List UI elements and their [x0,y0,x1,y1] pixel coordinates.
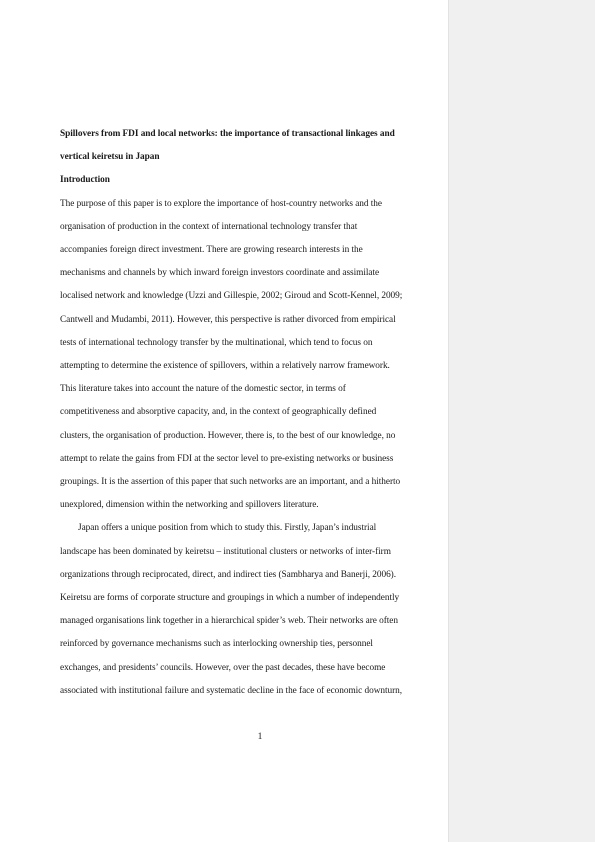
paragraph-2-line: Japan offers a unique position from which to study this. Firstly, Japan’s industrial [78,523,377,534]
paragraph-2-line: reinforced by governance mechanisms such as interlocking ownership ties, personnel [60,639,373,650]
paragraph-1-line: localised network and knowledge (Uzzi and Gillespie, 2002; Giroud and Scott-Kennel, 2009; [60,291,403,302]
paragraph-2-line: associated with institutional failure and systematic decline in the face of economic downturn, [60,685,403,696]
paper-title-line-2: vertical keiretsu in Japan [60,152,160,163]
paragraph-1-line: accompanies foreign direct investment. There are growing research interests in the [60,245,363,256]
paragraph-1-line: organisation of production in the context of international technology transfer that [60,221,358,232]
document-body [60,123,444,703]
paper-title-line-1: Spillovers from FDI and local networks: the importance of transactional linkages and [60,129,395,139]
paragraph-2-line: Keiretsu are forms of corporate structure and groupings in which a number of independently [60,593,400,604]
paragraph-2-line: managed organisations link together in a hierarchical spider’s web. Their networks are often [60,616,398,627]
paragraph-1-line: attempt to relate the gains from FDI at the sector level to pre-existing networks or business [60,453,394,464]
paragraph-2 [60,517,444,703]
paragraph-1-line: tests of international technology transfer by the multinational, which tend to focus on [60,337,373,348]
paragraph-1-line: clusters, the organisation of production. However, there is, to the best of our knowledge, no [60,430,396,441]
page-number: 1 [257,732,263,742]
paragraph-1-line: attempting to determine the existence of spillovers, within a relatively narrow framework. [60,361,390,372]
paragraph-2-line: landscape has been dominated by keiretsu – institutional clusters or networks of inter-firm [60,546,391,557]
section-heading-introduction: Introduction [60,175,110,186]
paragraph-2-line: exchanges, and presidents’ councils. However, over the past decades, these have become [60,662,386,673]
paragraph-2-line: organizations through reciprocated, direct, and indirect ties (Sambharya and Banerji, 2006). [60,569,396,580]
comment-margin-pane [448,0,595,842]
paragraph-1-line: Cantwell and Mudambi, 2011). However, this perspective is rather divorced from empirical [60,314,396,325]
paragraph-1 [60,193,444,518]
paragraph-1-line: unexplored, dimension within the networking and spillovers literature. [60,500,319,511]
paragraph-1-line: This literature takes into account the nature of the domestic sector, in terms of [60,384,346,395]
paragraph-1-line: The purpose of this paper is to explore the importance of host-country networks and the [60,198,382,209]
paragraph-1-line: competitiveness and absorptive capacity, and, in the context of geographically defined [60,407,377,418]
paragraph-1-line: mechanisms and channels by which inward foreign investors coordinate and assimilate [60,268,380,279]
paragraph-1-line: groupings. It is the assertion of this paper that such networks are an important, and a hitherto [60,477,401,488]
